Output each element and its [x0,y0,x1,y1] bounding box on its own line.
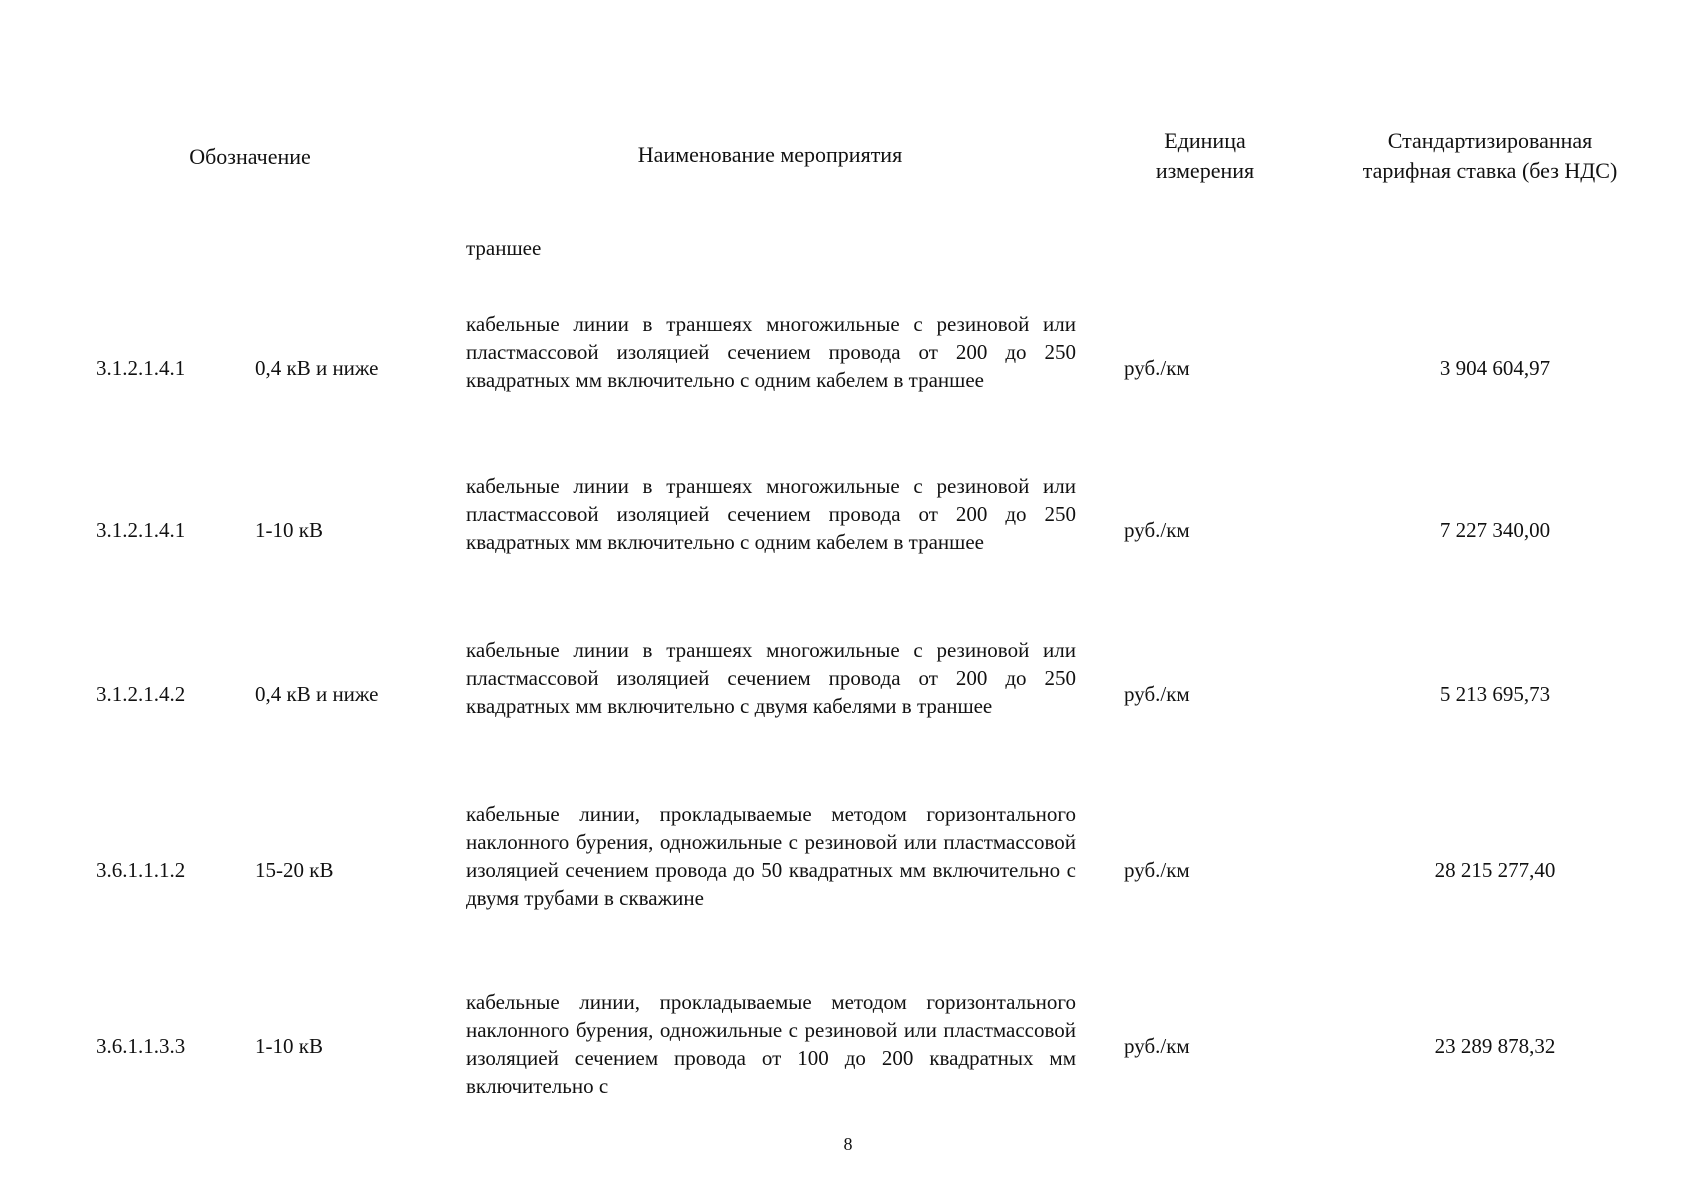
row-description: кабельные линии, прокладываемые методом горизонтального наклонного бурения, одножильные с резиновой или пластмассовой изоляцией сечением провода до 50 квадратных мм включительно с двумя трубами в скважине [466,802,1076,910]
row-unit: руб./км [1124,858,1190,882]
row-unit: руб./км [1124,356,1190,380]
header-unit-line2: измерения [1155,158,1255,183]
row-code: 3.1.2.1.4.1 [96,356,186,380]
row-rate: 3 904 604,97 [1439,356,1551,380]
row-unit: руб./км [1124,518,1190,542]
row-rate: 5 213 695,73 [1439,682,1551,706]
row-description: кабельные линии в траншеях многожильные с резиновой или пластмассовой изоляцией сечением провода от 200 до 250 квадратных мм включительно с двумя кабелями в траншее [466,638,1076,718]
row-voltage: 0,4 кВ и ниже [255,682,379,706]
row-unit: руб./км [1124,1034,1190,1058]
row-voltage: 15-20 кВ [255,858,334,882]
row-description: кабельные линии в траншеях многожильные с резиновой или пластмассовой изоляцией сечением провода от 200 до 250 квадратных мм включительно с одним кабелем в траншее [466,474,1076,554]
row-rate: 7 227 340,00 [1439,518,1551,542]
header-code: Обозначение [189,144,311,169]
row-unit: руб./км [1124,682,1190,706]
row-voltage: 1-10 кВ [255,518,323,542]
row-code: 3.6.1.1.3.3 [96,1034,186,1058]
row-code: 3.1.2.1.4.1 [96,518,186,542]
row-rate: 28 215 277,40 [1434,858,1556,882]
page-number: 8 [843,1134,853,1154]
table-header [0,0,1697,200]
row-description: кабельные линии в траншеях многожильные с резиновой или пластмассовой изоляцией сечением провода от 200 до 250 квадратных мм включительно с одним кабелем в траншее [466,312,1076,392]
row-code: 3.1.2.1.4.2 [96,682,186,706]
continuation-text: траншее [466,236,542,260]
header-unit [1105,126,1305,186]
row-voltage: 0,4 кВ и ниже [255,356,379,380]
row-voltage: 1-10 кВ [255,1034,323,1058]
header-name: Наименование мероприятия [637,142,903,167]
header-rate [1320,126,1660,186]
row-code: 3.6.1.1.1.2 [96,858,186,882]
row-description: кабельные линии, прокладываемые методом горизонтального наклонного бурения, одножильные с резиновой или пластмассовой изоляцией сечением провода от 100 до 200 квадратных мм включительно с [466,990,1076,1098]
header-rate-line1: Стандартизированная [1387,128,1593,153]
row-rate: 23 289 878,32 [1434,1034,1556,1058]
header-rate-line2: тарифная ставка (без НДС) [1362,158,1618,183]
header-unit-line1: Единица [1164,128,1246,153]
